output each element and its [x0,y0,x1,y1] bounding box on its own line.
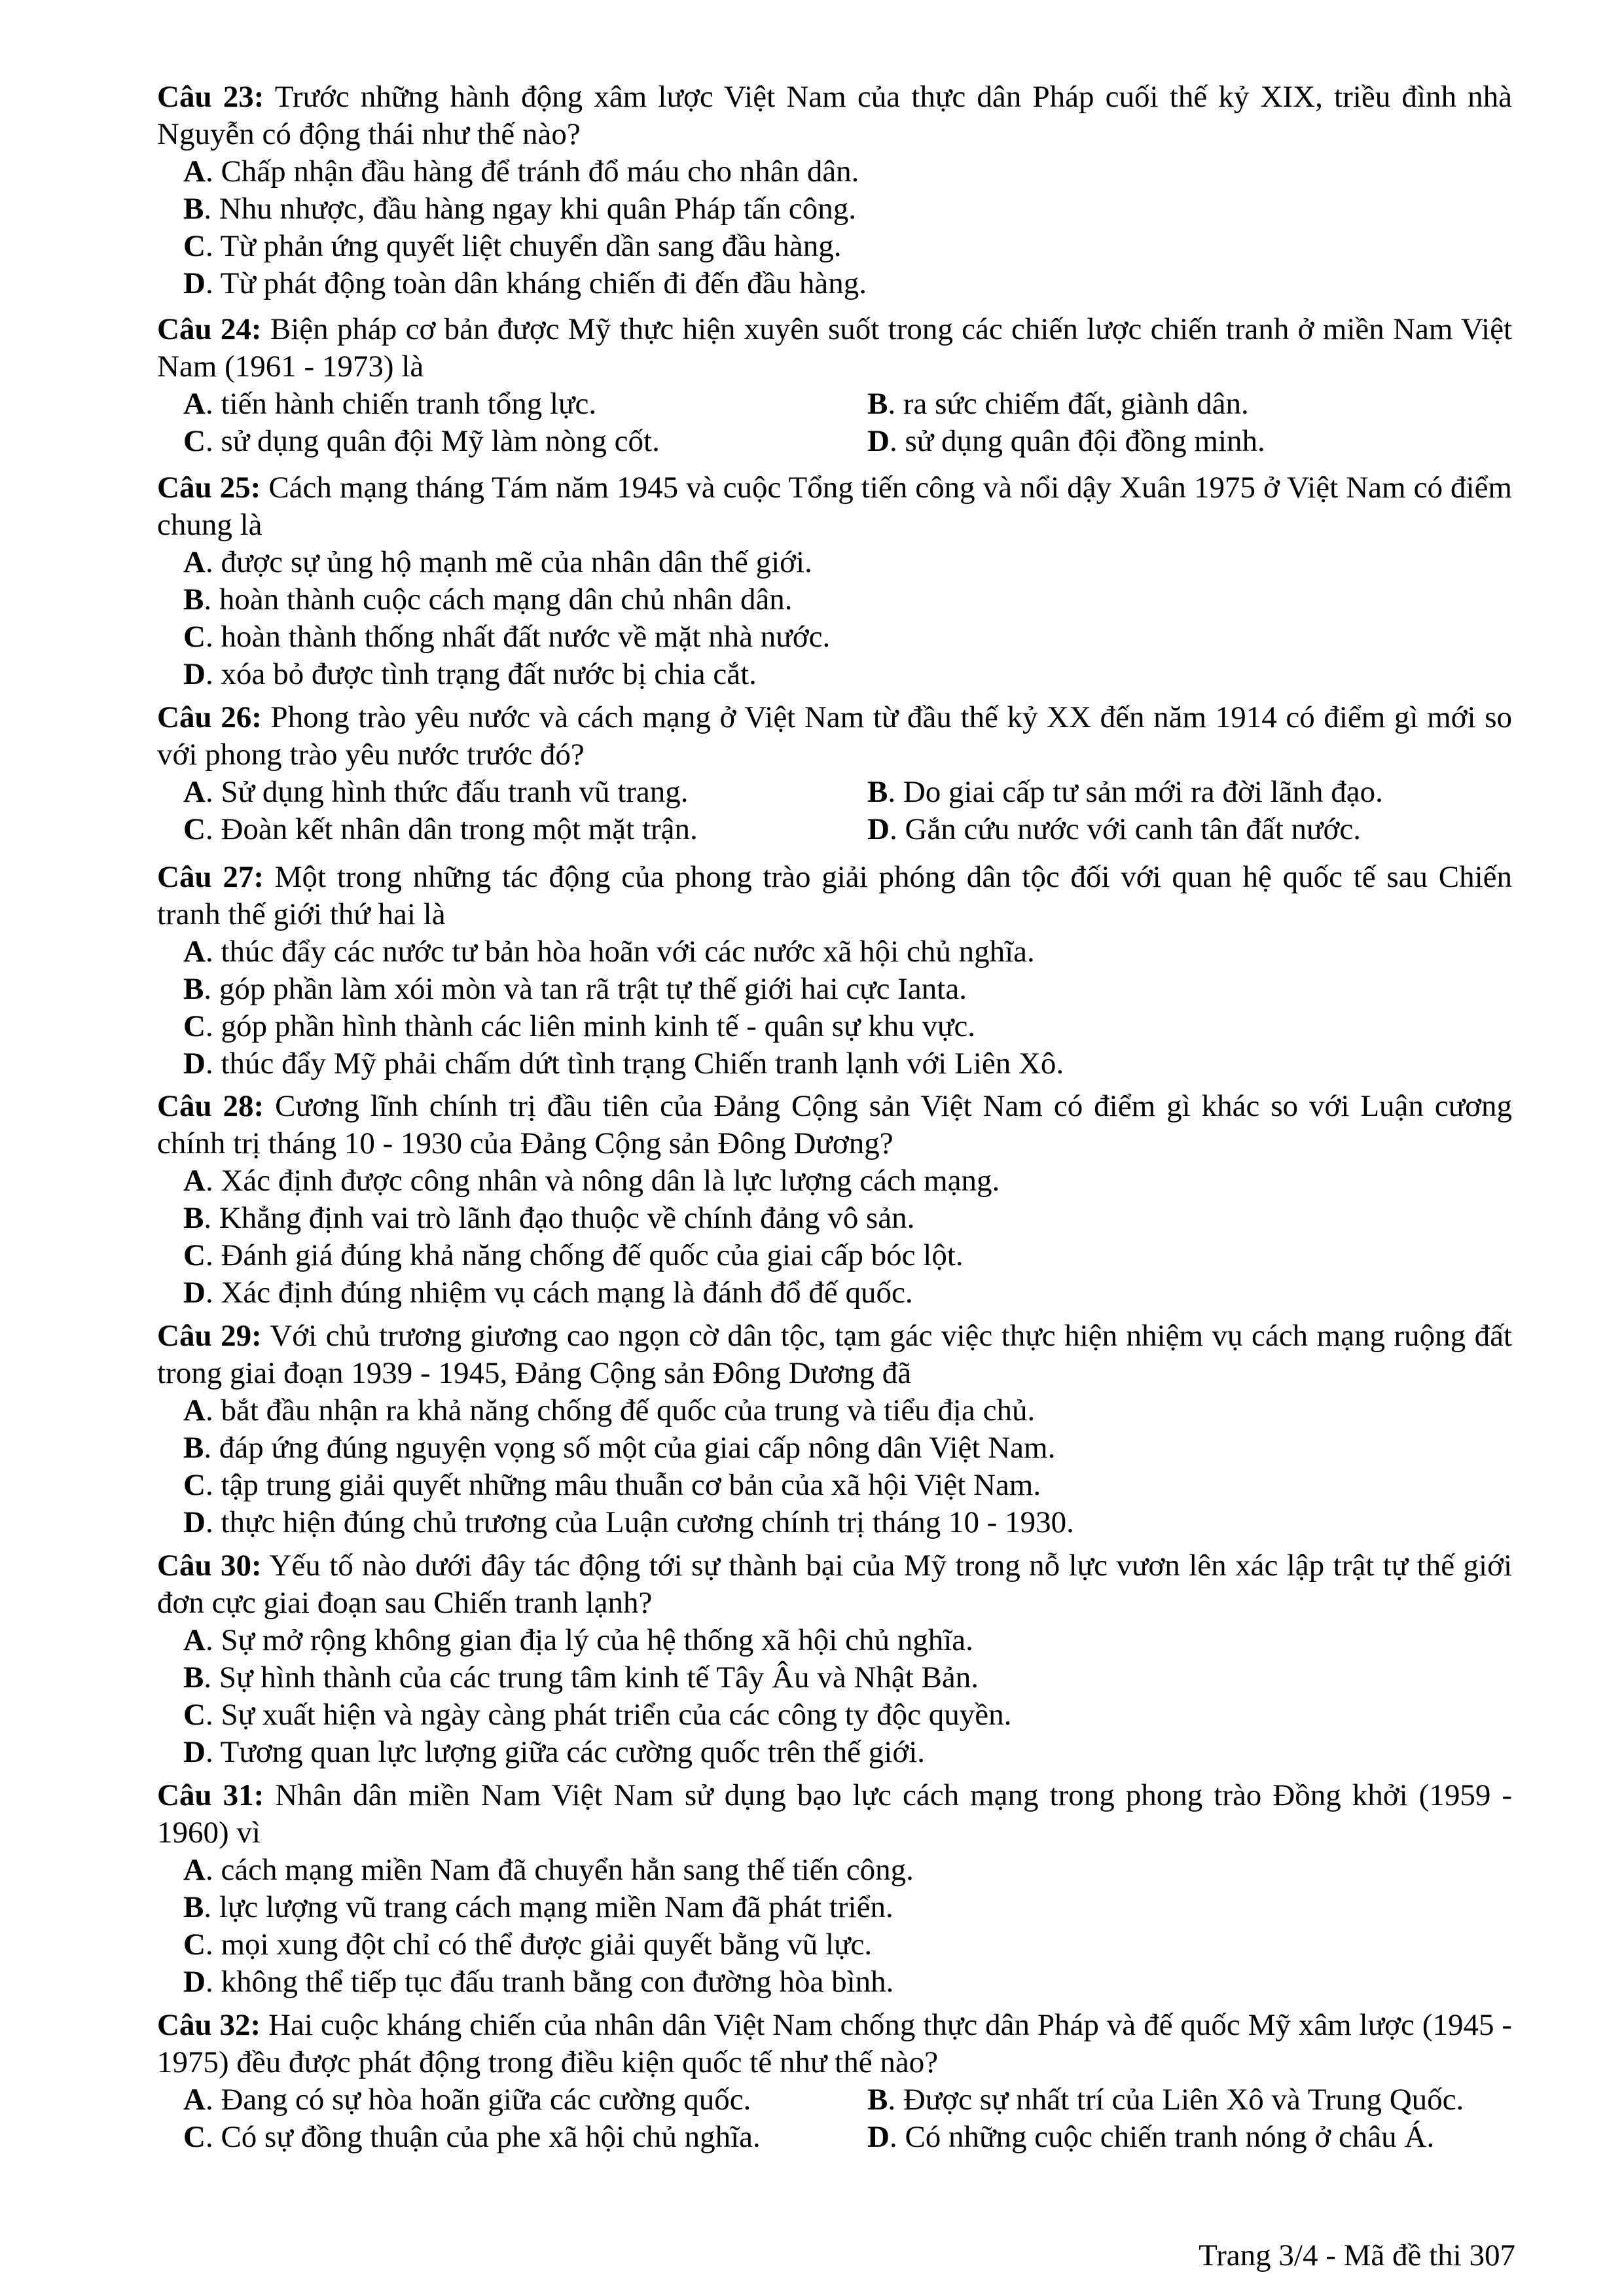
option-c: C. mọi xung đột chỉ có thể được giải quyết bằng vũ lực. [183,1928,873,1962]
option-c: C. Đánh giá đúng khả năng chống đế quốc của giai cấp bóc lột. [183,1238,964,1272]
question-number: Câu 24: [157,312,262,346]
question-stem [157,699,1512,774]
question-text: Cách mạng tháng Tám năm 1945 và cuộc Tổng tiến công và nổi dậy Xuân 1975 ở Việt Nam có điểm chung là [157,471,1512,542]
option-d: D. thực hiện đúng chủ trương của Luận cương chính trị tháng 10 - 1930. [183,1505,1074,1539]
question-24 [157,311,1512,460]
answer-options [157,386,1512,460]
question-stem [157,311,1512,386]
question-text: Hai cuộc kháng chiến của nhân dân Việt Nam chống thực dân Pháp và đế quốc Mỹ xâm lược (1945 - 1975) đều được phát động trong điều kiện quốc tế như thế nào? [157,2008,1513,2079]
answer-options [157,1392,1512,1541]
option-c: C. Sự xuất hiện và ngày càng phát triển của các công ty độc quyền. [183,1698,1012,1732]
question-text: Biện pháp cơ bản được Mỹ thực hiện xuyên suốt trong các chiến lược chiến tranh ở miền Nam Việt Nam (1961 - 1973) là [157,312,1513,384]
option-c: C. sử dụng quân đội Mỹ làm nòng cốt. [183,424,660,458]
option-a: A. Chấp nhận đầu hàng để tránh đổ máu cho nhân dân. [183,154,859,188]
option-c: C. Từ phản ứng quyết liệt chuyển dần sang đầu hàng. [183,229,842,263]
question-stem [157,1088,1512,1162]
option-b: B. góp phần làm xói mòn và tan rã trật tự thế giới hai cực Ianta. [183,972,967,1006]
option-c: C. góp phần hình thành các liên minh kinh tế - quân sự khu vực. [183,1009,976,1043]
option-d: D. Có những cuộc chiến tranh nóng ở châu Á. [867,2120,1435,2154]
question-number: Câu 32: [157,2008,261,2042]
question-stem [157,1777,1512,1852]
option-d: D. sử dụng quân đội đồng minh. [867,424,1265,458]
option-d: D. Tương quan lực lượng giữa các cường quốc trên thế giới. [183,1735,926,1769]
option-d: D. thúc đẩy Mỹ phải chấm dứt tình trạng Chiến tranh lạnh với Liên Xô. [183,1047,1064,1081]
option-b: B. hoàn thành cuộc cách mạng dân chủ nhân dân. [183,583,793,617]
option-a: A. được sự ủng hộ mạnh mẽ của nhân dân thế giới. [183,545,812,579]
answer-options [157,544,1512,693]
question-text: Nhân dân miền Nam Việt Nam sử dụng bạo lực cách mạng trong phong trào Đồng khởi (1959 - 1960) vì [157,1778,1512,1850]
answer-options [157,153,1512,302]
option-c: C. hoàn thành thống nhất đất nước về mặt nhà nước. [183,620,831,654]
option-a: A. Sự mở rộng không gian địa lý của hệ thống xã hội chủ nghĩa. [183,1623,973,1657]
question-number: Câu 31: [157,1778,264,1812]
option-b: B. ra sức chiếm đất, giành dân. [867,387,1249,421]
option-c: C. Có sự đồng thuận của phe xã hội chủ nghĩa. [183,2120,761,2154]
question-text: Phong trào yêu nước và cách mạng ở Việt Nam từ đầu thế kỷ XX đến năm 1914 có điểm gì mới so với phong trào yêu nước trước đó? [157,700,1513,772]
question-stem [157,1547,1512,1622]
option-d: D. không thể tiếp tục đấu tranh bằng con đường hòa bình. [183,1965,894,1999]
option-d: D. Từ phát động toàn dân kháng chiến đi đến đầu hàng. [183,266,867,300]
option-a: A. Đang có sự hòa hoãn giữa các cường quốc. [183,2083,751,2117]
question-number: Câu 23: [157,80,264,114]
question-25 [157,469,1512,693]
question-number: Câu 26: [157,700,262,734]
question-text: Yếu tố nào dưới đây tác động tới sự thành bại của Mỹ trong nỗ lực vươn lên xác lập trật tự thế giới đơn cực giai đoạn sau Chiến tranh lạnh? [157,1549,1512,1620]
question-stem [157,859,1512,933]
question-26 [157,699,1512,848]
option-c: C. Đoàn kết nhân dân trong một mặt trận. [183,812,698,846]
answer-options [157,933,1512,1083]
option-b: B. Được sự nhất trí của Liên Xô và Trung Quốc. [867,2083,1464,2117]
question-23 [157,79,1512,302]
question-number: Câu 28: [157,1089,264,1123]
question-text: Với chủ trương giương cao ngọn cờ dân tộc, tạm gác việc thực hiện nhiệm vụ cách mạng ruộng đất trong giai đoạn 1939 - 1945, Đảng Cộng sản Đông Dương đã [157,1319,1512,1390]
answer-options [157,1852,1512,2001]
option-a: A. Sử dụng hình thức đấu tranh vũ trang. [183,775,689,809]
question-29 [157,1318,1512,1541]
option-c: C. tập trung giải quyết những mâu thuẫn cơ bản của xã hội Việt Nam. [183,1468,1041,1502]
question-28 [157,1088,1512,1312]
question-number: Câu 30: [157,1549,262,1583]
option-b: B. Do giai cấp tư sản mới ra đời lãnh đạo. [867,775,1383,809]
question-text: Trước những hành động xâm lược Việt Nam của thực dân Pháp cuối thế kỷ XIX, triều đình nhà Nguyễn có động thái như thế nào? [157,80,1513,151]
question-text: Một trong những tác động của phong trào giải phóng dân tộc đối với quan hệ quốc tế sau Chiến tranh thế giới thứ hai là [157,860,1513,931]
question-stem [157,469,1512,544]
option-d: D. Gắn cứu nước với canh tân đất nước. [867,812,1361,846]
option-d: D. xóa bỏ được tình trạng đất nước bị chia cắt. [183,657,757,691]
option-a: A. Xác định được công nhân và nông dân là lực lượng cách mạng. [183,1164,1000,1198]
option-b: B. đáp ứng đúng nguyện vọng số một của giai cấp nông dân Việt Nam. [183,1431,1056,1465]
answer-options [157,1622,1512,1771]
question-stem [157,2007,1512,2081]
option-b: B. lực lượng vũ trang cách mạng miền Nam đã phát triển. [183,1890,893,1924]
option-a: A. thúc đẩy các nước tư bản hòa hoãn với các nước xã hội chủ nghĩa. [183,935,1035,969]
question-32 [157,2007,1512,2156]
option-a: A. bắt đầu nhận ra khả năng chống đế quốc của trung và tiểu địa chủ. [183,1393,1036,1427]
question-number: Câu 29: [157,1319,262,1353]
question-text: Cương lĩnh chính trị đầu tiên của Đảng Cộng sản Việt Nam có điểm gì khác so với Luận cương chính trị tháng 10 - 1930 của Đảng Cộng sản Đông Dương? [157,1089,1513,1160]
question-number: Câu 27: [157,860,264,894]
question-27 [157,859,1512,1083]
answer-options [157,1162,1512,1312]
answer-options [157,774,1512,848]
option-b: B. Sự hình thành của các trung tâm kinh tế Tây Âu và Nhật Bản. [183,1660,979,1695]
question-30 [157,1547,1512,1771]
question-number: Câu 25: [157,471,261,505]
question-stem [157,79,1512,153]
question-31 [157,1777,1512,2001]
option-a: A. cách mạng miền Nam đã chuyển hẳn sang thế tiến công. [183,1853,914,1887]
option-a: A. tiến hành chiến tranh tổng lực. [183,387,597,421]
option-d: D. Xác định đúng nhiệm vụ cách mạng là đánh đổ đế quốc. [183,1276,913,1310]
answer-options [157,2081,1512,2156]
option-b: B. Nhu nhược, đầu hàng ngay khi quân Pháp tấn công. [183,192,857,226]
option-b: B. Khẳng định vai trò lãnh đạo thuộc về chính đảng vô sản. [183,1201,915,1235]
question-stem [157,1318,1512,1392]
page-footer: Trang 3/4 - Mã đề thi 307 [1199,2238,1515,2272]
